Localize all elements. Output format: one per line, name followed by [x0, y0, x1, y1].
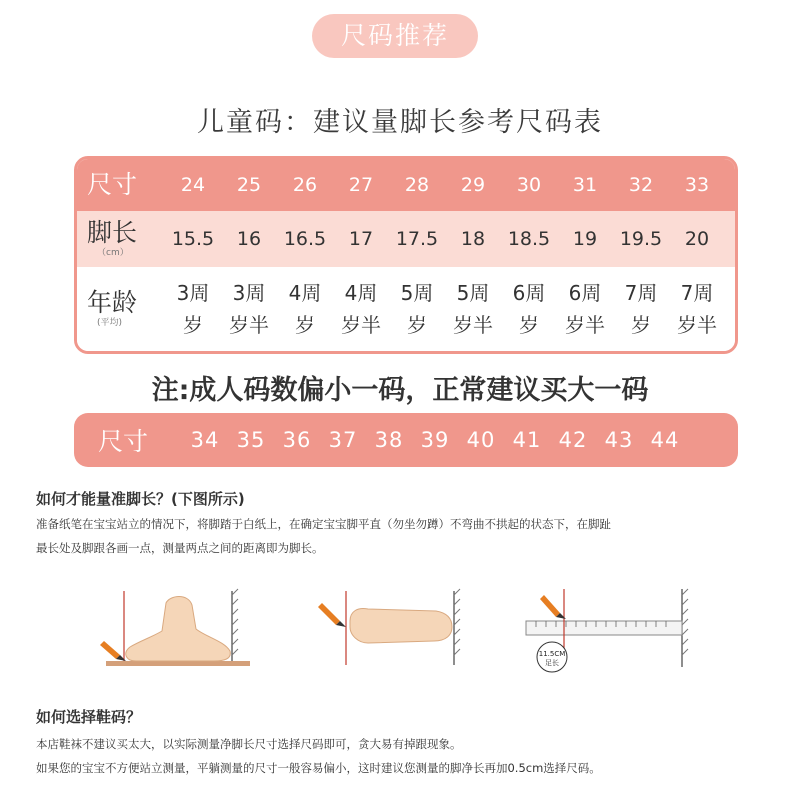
- age-cell-line-2: 岁: [407, 313, 427, 337]
- age-cell-line-2: 岁半: [229, 313, 269, 337]
- foot-length-cell: 19.5: [619, 228, 663, 250]
- adult-size-cell: 44: [650, 428, 680, 452]
- size-cell: 24: [180, 174, 206, 196]
- age-cell-line-1: 7周: [624, 281, 658, 305]
- size-cell: 26: [292, 174, 318, 196]
- kids-size-table: [74, 156, 738, 354]
- age-cell-line-2: 岁半: [453, 313, 493, 337]
- foot-length-cell: 16: [236, 228, 262, 250]
- age-cell-line-1: 7周: [680, 281, 714, 305]
- adult-size-list: [182, 428, 688, 452]
- size-cell: 28: [404, 174, 430, 196]
- adult-size-cell: 37: [328, 428, 358, 452]
- size-label: 尺寸: [87, 170, 138, 199]
- page-title: 儿童码：建议量脚长参考尺码表: [197, 107, 603, 138]
- foot-cells: [165, 228, 735, 250]
- size-cell: 29: [460, 174, 486, 196]
- size-cell: 30: [516, 174, 542, 196]
- foot-side-view-illustration: [96, 585, 256, 675]
- foot-length-cell: 17: [348, 228, 374, 250]
- age-cell-line-1: 4周: [344, 281, 378, 305]
- age-cell-line-1: 3周: [232, 281, 266, 305]
- size-row: [77, 159, 735, 211]
- foot-length-cell: 16.5: [283, 228, 327, 250]
- adult-size-cell: 34: [190, 428, 220, 452]
- section-pill-title: 尺码推荐: [312, 14, 478, 58]
- age-cell: [221, 277, 277, 341]
- adult-size-cell: 36: [282, 428, 312, 452]
- ruler-measure-illustration: [522, 585, 692, 680]
- size-cell: 32: [628, 174, 654, 196]
- adult-size-cell: 39: [420, 428, 450, 452]
- age-cell-line-2: 岁半: [565, 313, 605, 337]
- measure-instruction-line-1: 准备纸笔在宝宝站立的情况下，将脚踏于白纸上，在确定宝宝脚平直（勿坐勿蹲）不弯曲不拱起的状态下，在脚趾: [36, 517, 611, 531]
- foot-length-cell: 18: [460, 228, 486, 250]
- size-cell: 31: [572, 174, 598, 196]
- adult-size-cell: 43: [604, 428, 634, 452]
- measure-section-title: 如何才能量准脚长？(下图所示): [36, 490, 245, 508]
- age-cell-line-1: 4周: [288, 281, 322, 305]
- age-cell: [669, 277, 725, 341]
- age-cell-line-1: 5周: [456, 281, 490, 305]
- age-cell-line-1: 6周: [568, 281, 602, 305]
- adult-size-cell: 38: [374, 428, 404, 452]
- measure-instruction-line-2: 最长处及脚跟各画一点，测量两点之间的距离即为脚长。: [36, 541, 324, 555]
- adult-size-cell: 40: [466, 428, 496, 452]
- size-cells: [165, 174, 735, 196]
- foot-length-cell: 19: [572, 228, 598, 250]
- age-cell: [333, 277, 389, 341]
- size-row-header: [77, 171, 165, 199]
- foot-top-view-illustration: [316, 585, 476, 675]
- age-cell-line-1: 3周: [176, 281, 210, 305]
- age-cell-line-1: 6周: [512, 281, 546, 305]
- age-row: [77, 267, 735, 351]
- choose-advice-line-1: 本店鞋袜不建议买太大，以实际测量净脚长尺寸选择尺码即可，贪大易有掉跟现象。: [36, 737, 462, 751]
- age-note: (平均): [97, 318, 123, 328]
- age-cell-line-2: 岁半: [677, 313, 717, 337]
- age-cell: [165, 277, 221, 341]
- adult-size-bar: [74, 413, 738, 467]
- age-cell-line-1: 5周: [400, 281, 434, 305]
- age-label: 年龄: [87, 288, 138, 317]
- adult-size-label: 尺寸: [98, 427, 149, 456]
- ruler-badge-label: 足长: [545, 659, 559, 667]
- size-cell: 27: [348, 174, 374, 196]
- age-cell: [389, 277, 445, 341]
- age-cells: [165, 277, 735, 341]
- age-cell-line-2: 岁半: [341, 313, 381, 337]
- age-cell-line-2: 岁: [631, 313, 651, 337]
- size-cell: 25: [236, 174, 262, 196]
- foot-length-cell: 17.5: [395, 228, 439, 250]
- age-cell-line-2: 岁: [295, 313, 315, 337]
- age-cell: [613, 277, 669, 341]
- age-row-header: [77, 289, 165, 329]
- foot-length-cell: 20: [684, 228, 710, 250]
- foot-unit: （cm）: [97, 248, 129, 258]
- foot-row-header: [77, 219, 165, 259]
- size-cell: 33: [684, 174, 710, 196]
- foot-length-cell: 18.5: [507, 228, 551, 250]
- age-cell: [445, 277, 501, 341]
- age-cell: [557, 277, 613, 341]
- choose-advice-line-2: 如果您的宝宝不方便站立测量，平躺测量的尺寸一般容易偏小，这时建议您测量的脚净长再加0.5cm选择尺码。: [36, 761, 601, 775]
- choose-section-title: 如何选择鞋码？: [36, 708, 142, 726]
- age-cell-line-2: 岁: [519, 313, 539, 337]
- foot-length-cell: 15.5: [171, 228, 215, 250]
- age-cell: [277, 277, 333, 341]
- adult-size-note: 注:成人码数偏小一码，正常建议买大一码: [151, 375, 649, 406]
- adult-size-cell: 35: [236, 428, 266, 452]
- foot-length-row: [77, 211, 735, 267]
- foot-label: 脚长: [87, 218, 138, 247]
- age-cell-line-2: 岁: [183, 313, 203, 337]
- adult-size-cell: 42: [558, 428, 588, 452]
- ruler-badge-value: 11.5CM: [538, 650, 566, 658]
- age-cell: [501, 277, 557, 341]
- adult-size-cell: 41: [512, 428, 542, 452]
